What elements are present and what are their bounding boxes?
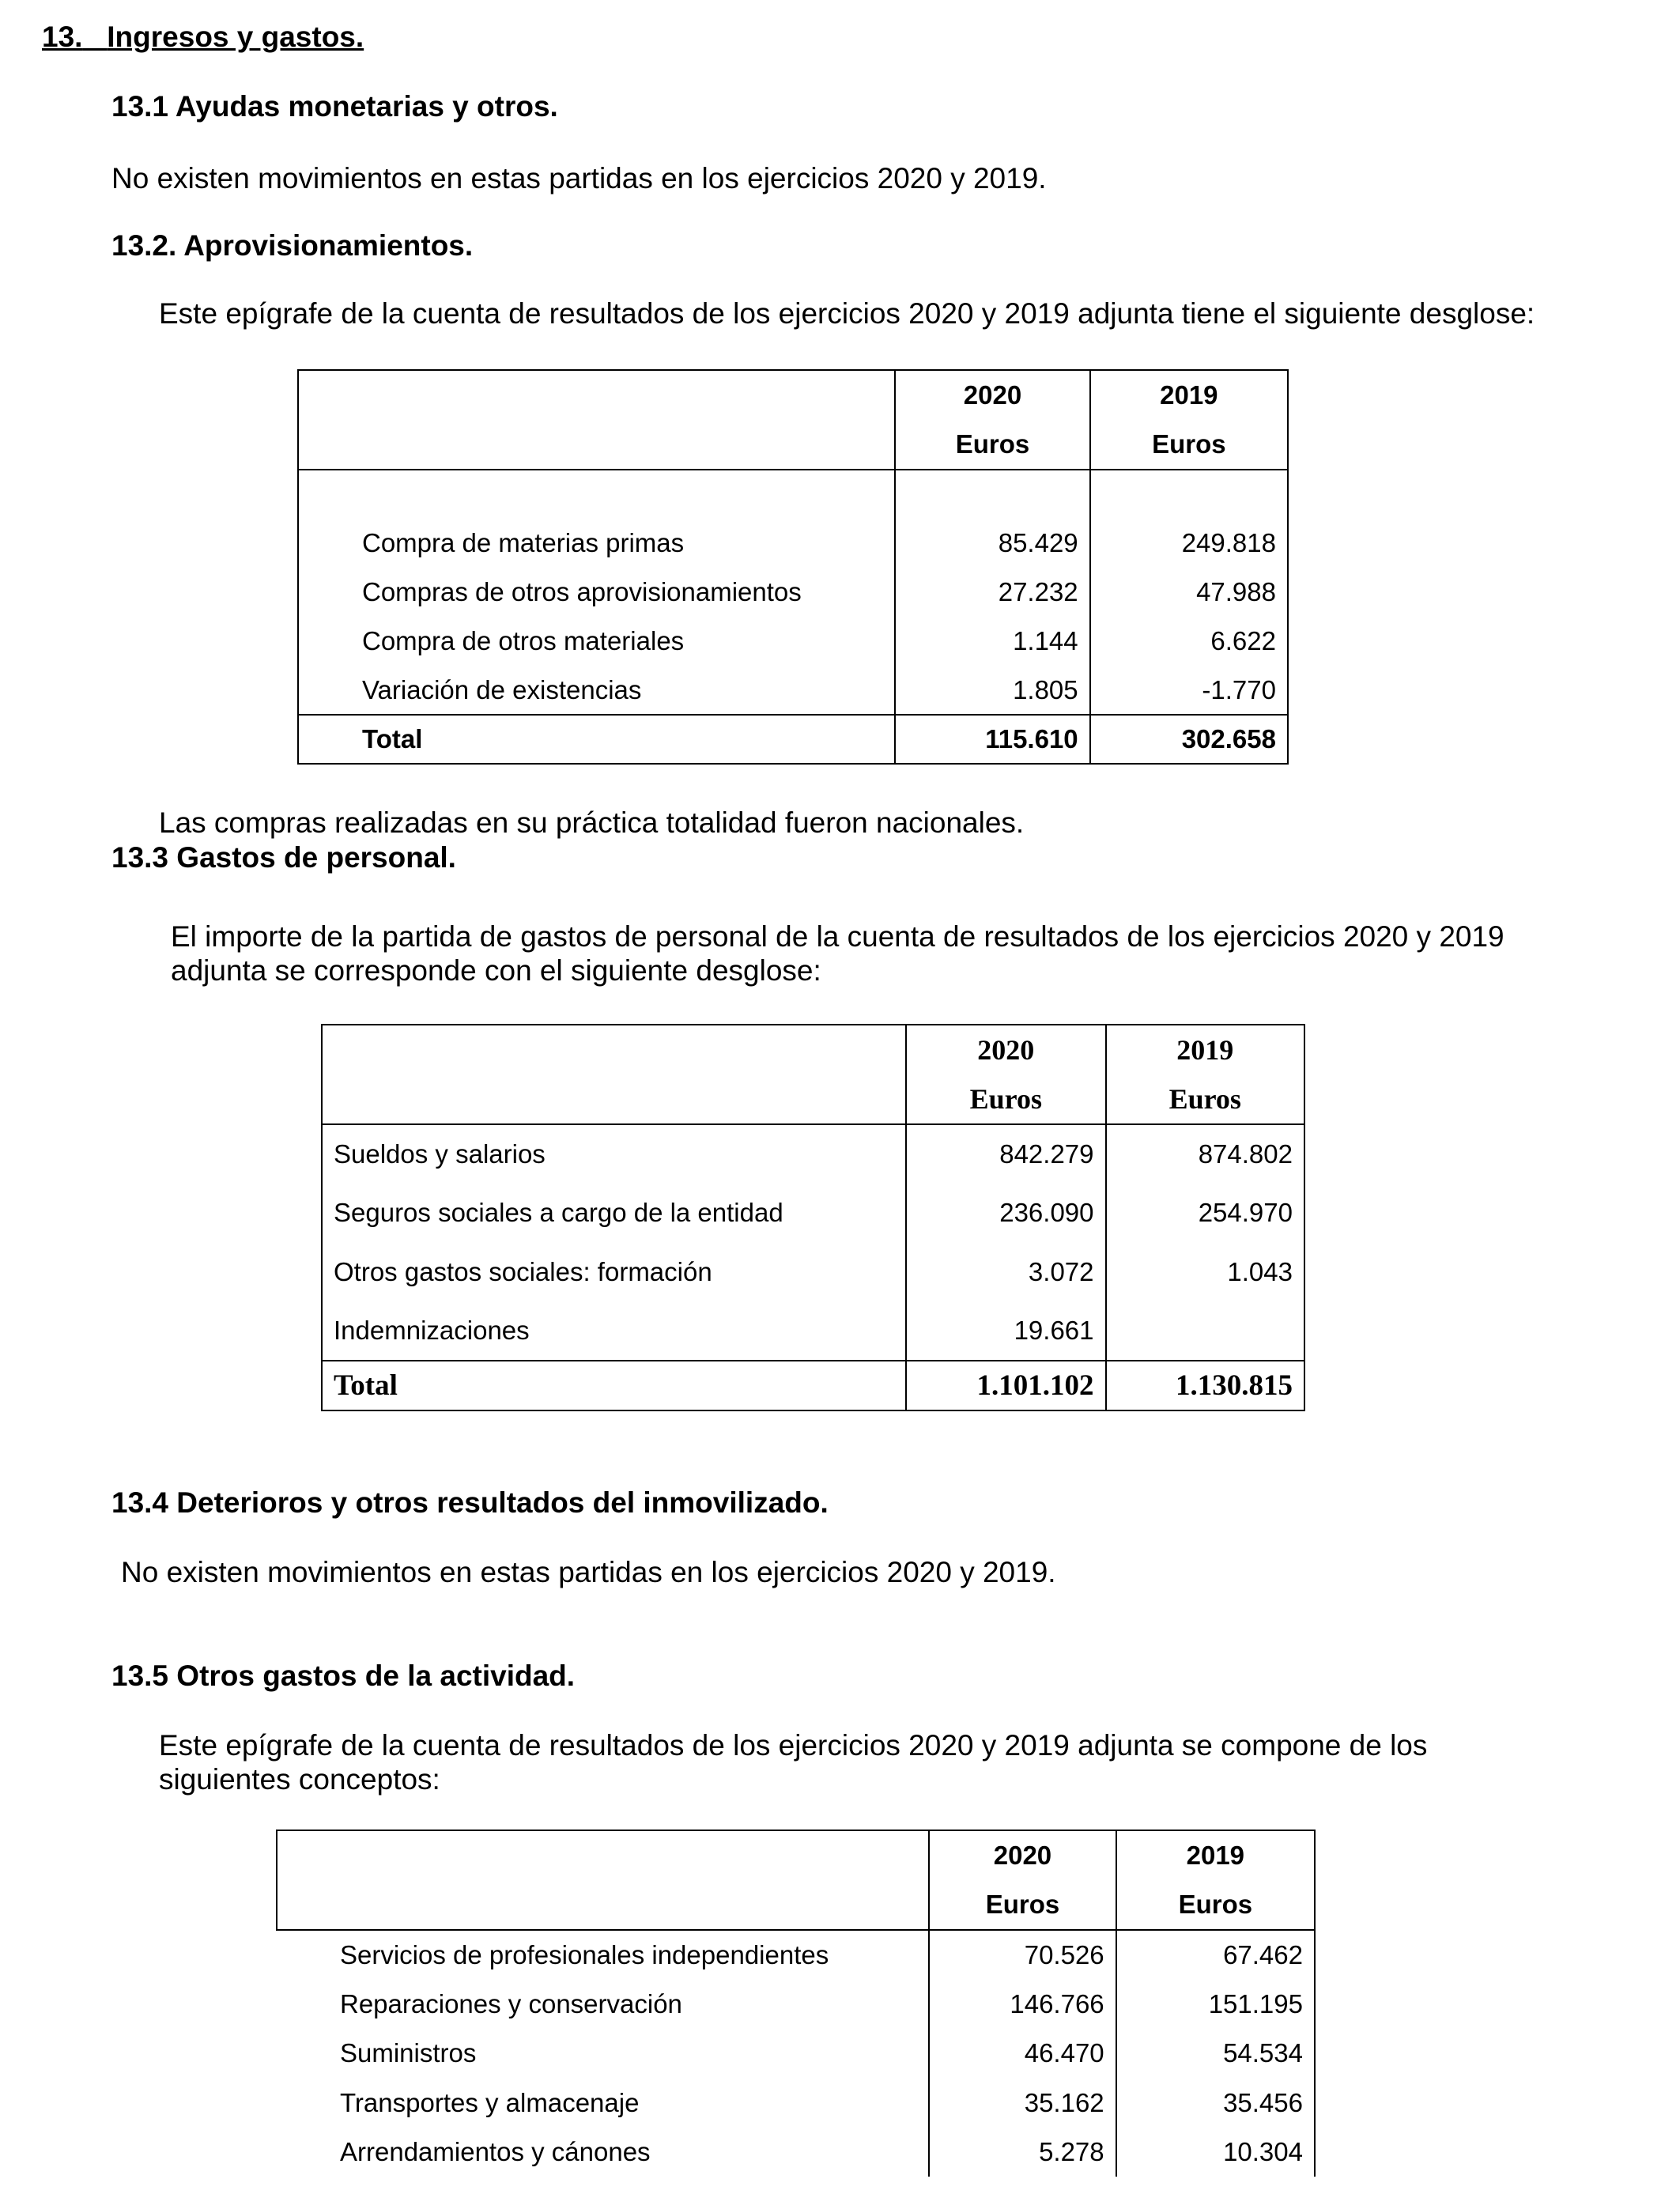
col-2019: 2019 bbox=[1116, 1830, 1315, 1879]
col-2019: 2019 bbox=[1106, 1025, 1304, 1074]
table-row: Arrendamientos y cánones 5.278 10.304 bbox=[277, 2128, 1315, 2177]
note-13-2: Las compras realizadas en su práctica totalidad fueron nacionales. bbox=[159, 806, 1025, 839]
table-row: Compras de otros aprovisionamientos 27.232 47.988 bbox=[298, 568, 1288, 617]
heading-13-1: 13.1 Ayudas monetarias y otros. bbox=[111, 90, 558, 123]
section-title bbox=[42, 21, 364, 54]
section-title-text: Ingresos y gastos. bbox=[107, 21, 364, 53]
col-2019: 2019 bbox=[1090, 370, 1288, 419]
unit-2020: Euros bbox=[906, 1074, 1105, 1124]
table-row: Servicios de profesionales independientes 70.526 67.462 bbox=[277, 1930, 1315, 1979]
table-otros-gastos bbox=[276, 1830, 1316, 2177]
col-2020: 2020 bbox=[906, 1025, 1105, 1074]
table-gastos-personal bbox=[321, 1024, 1305, 1411]
intro-13-3-line2: adjunta se corresponde con el siguiente desglose: bbox=[171, 954, 821, 987]
unit-2019: Euros bbox=[1090, 419, 1288, 470]
table-row: Otros gastos sociales: formación 3.072 1.043 bbox=[322, 1242, 1304, 1301]
table-row: Compra de otros materiales 1.144 6.622 bbox=[298, 617, 1288, 666]
heading-13-3: 13.3 Gastos de personal. bbox=[111, 841, 456, 874]
table-total-row: Total 115.610 302.658 bbox=[298, 715, 1288, 764]
heading-13-5: 13.5 Otros gastos de la actividad. bbox=[111, 1660, 576, 1692]
table-row: Variación de existencias 1.805 -1.770 bbox=[298, 666, 1288, 715]
unit-2019: Euros bbox=[1106, 1074, 1304, 1124]
text-13-1: No existen movimientos en estas partidas en los ejercicios 2020 y 2019. bbox=[111, 162, 1047, 194]
table-aprovisionamientos bbox=[297, 369, 1289, 765]
table-row: Compra de materias primas 85.429 249.818 bbox=[298, 519, 1288, 568]
table-total-row: Total 1.101.102 1.130.815 bbox=[322, 1361, 1304, 1410]
unit-2019: Euros bbox=[1116, 1879, 1315, 1930]
intro-13-5-line1: Este epígrafe de la cuenta de resultados de los ejercicios 2020 y 2019 adjunta se compone de los bbox=[159, 1729, 1428, 1762]
table-row: Sueldos y salarios 842.279 874.802 bbox=[322, 1124, 1304, 1183]
col-2020: 2020 bbox=[895, 370, 1089, 419]
section-number: 13. bbox=[42, 21, 83, 53]
text-13-4: No existen movimientos en estas partidas en los ejercicios 2020 y 2019. bbox=[121, 1556, 1056, 1588]
unit-2020: Euros bbox=[895, 419, 1089, 470]
table-row: Reparaciones y conservación 146.766 151.195 bbox=[277, 1979, 1315, 2029]
table-row: Seguros sociales a cargo de la entidad 236.090 254.970 bbox=[322, 1183, 1304, 1242]
unit-2020: Euros bbox=[929, 1879, 1116, 1930]
table-row: Transportes y almacenaje 35.162 35.456 bbox=[277, 2078, 1315, 2128]
col-2020: 2020 bbox=[929, 1830, 1116, 1879]
heading-13-4: 13.4 Deterioros y otros resultados del inmovilizado. bbox=[111, 1486, 829, 1519]
intro-13-5-line2: siguientes conceptos: bbox=[159, 1763, 440, 1796]
table-row: Suministros 46.470 54.534 bbox=[277, 2029, 1315, 2078]
heading-13-2: 13.2. Aprovisionamientos. bbox=[111, 229, 474, 262]
table-row: Indemnizaciones 19.661 bbox=[322, 1301, 1304, 1361]
intro-13-2: Este epígrafe de la cuenta de resultados de los ejercicios 2020 y 2019 adjunta tiene el siguiente desglose: bbox=[159, 297, 1535, 330]
intro-13-3-line1: El importe de la partida de gastos de personal de la cuenta de resultados de los ejercicios 2020 y 2019 bbox=[171, 920, 1504, 953]
